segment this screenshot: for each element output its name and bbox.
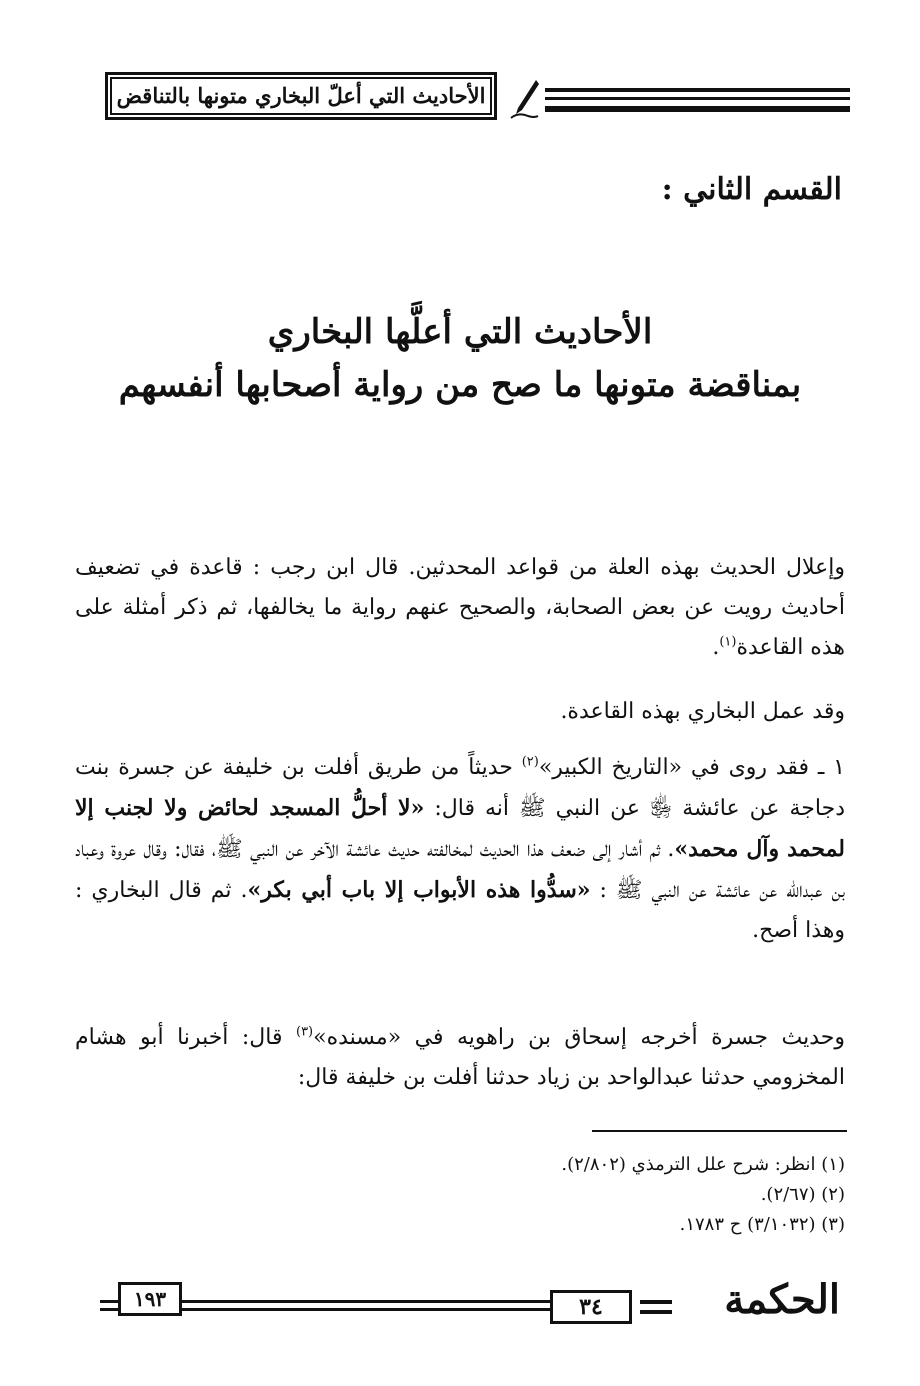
paragraph-3: ١ ـ فقد روى في «التاريخ الكبير»$^{(٢)}$ حديثاً من طريق أفلت بن خليفة عن جسرة بنت دجاجة عن عائشة ﵂ عن النبي ﷺ أنه قال: «لا أحلُّ المسجد لحائض ولا لجنب إلا لمحمد وآل محمد». ثم أشار إلى ضعف هذا الحديث لمخالفته حديث عائشة الآخر عن النبي ﷺ، فقال: وقال عروة وعباد بن عبدالله عن عائشة عن النبي ﷺ : «سدُّوا هذه الأبواب إلا باب أبي بكر». ثم قال البخاري : وهذا أصح. bbox=[75, 754, 845, 943]
chapter-title-line2: بمناقضة متونها ما صح من رواية أصحابها أنفسهم bbox=[118, 365, 802, 405]
footer-rule-left-a bbox=[100, 1300, 118, 1303]
footnote-rule bbox=[592, 1130, 847, 1132]
footnote-3: (٣) (٣/١٠٣٢) ح ١٧٨٣. bbox=[679, 1214, 845, 1235]
header-rule-mid bbox=[545, 97, 850, 100]
paragraph-4: وحديث جسرة أخرجه إسحاق بن راهويه في «مسنده»$^{(٣)}$ قال: أخبرنا أبو هشام المخزومي حدثنا عبدالواحد بن زياد حدثنا أفلت بن خليفة قال: bbox=[75, 1024, 845, 1090]
running-title: الأحاديث التي أعلّ البخاري متونها بالتناقض bbox=[116, 83, 486, 108]
footnote-1: (١) انظر: شرح علل الترمذي (٢/٨٠٢). bbox=[561, 1154, 845, 1175]
paragraph-1: وإعلال الحديث بهذه العلة من قواعد المحدثين. قال ابن رجب : قاعدة في تضعيف أحاديث رويت عن بعض الصحابة، والصحيح عنهم رواية ما يخالفها، ثم ذكر أمثلة على هذه القاعدة$^{(١)}$. bbox=[75, 555, 845, 660]
issue-number: ٣٤ bbox=[550, 1290, 632, 1324]
chapter-title-line1: الأحاديث التي أعلَّها البخاري bbox=[267, 312, 653, 352]
footer-rule-right-b bbox=[640, 1310, 672, 1314]
footnote-2: (٢) (٢/٦٧). bbox=[760, 1184, 845, 1205]
footer-rule-right-a bbox=[640, 1300, 672, 1304]
header-rule-top bbox=[545, 88, 850, 92]
hadith-quote-2: «سدُّوا هذه الأبواب إلا باب أبي بكر» bbox=[247, 877, 591, 903]
footer-rule-long-b bbox=[182, 1308, 550, 1311]
paragraph-2: وقد عمل البخاري بهذه القاعدة. bbox=[560, 699, 845, 724]
footer-rule-long-a bbox=[182, 1300, 550, 1303]
section-label: القسم الثاني : bbox=[661, 172, 842, 207]
header-rule-bottom bbox=[545, 106, 850, 112]
footer-rule-left-b bbox=[100, 1308, 118, 1311]
page-number: ١٩٣ bbox=[118, 1282, 182, 1316]
hadith-quote-1: «لا أحلُّ المسجد لحائض ولا لجنب إلا لمحمد وآل محمد» bbox=[75, 795, 845, 862]
quill-pen-icon bbox=[508, 78, 542, 120]
magazine-logo: الحكمة bbox=[724, 1276, 840, 1323]
